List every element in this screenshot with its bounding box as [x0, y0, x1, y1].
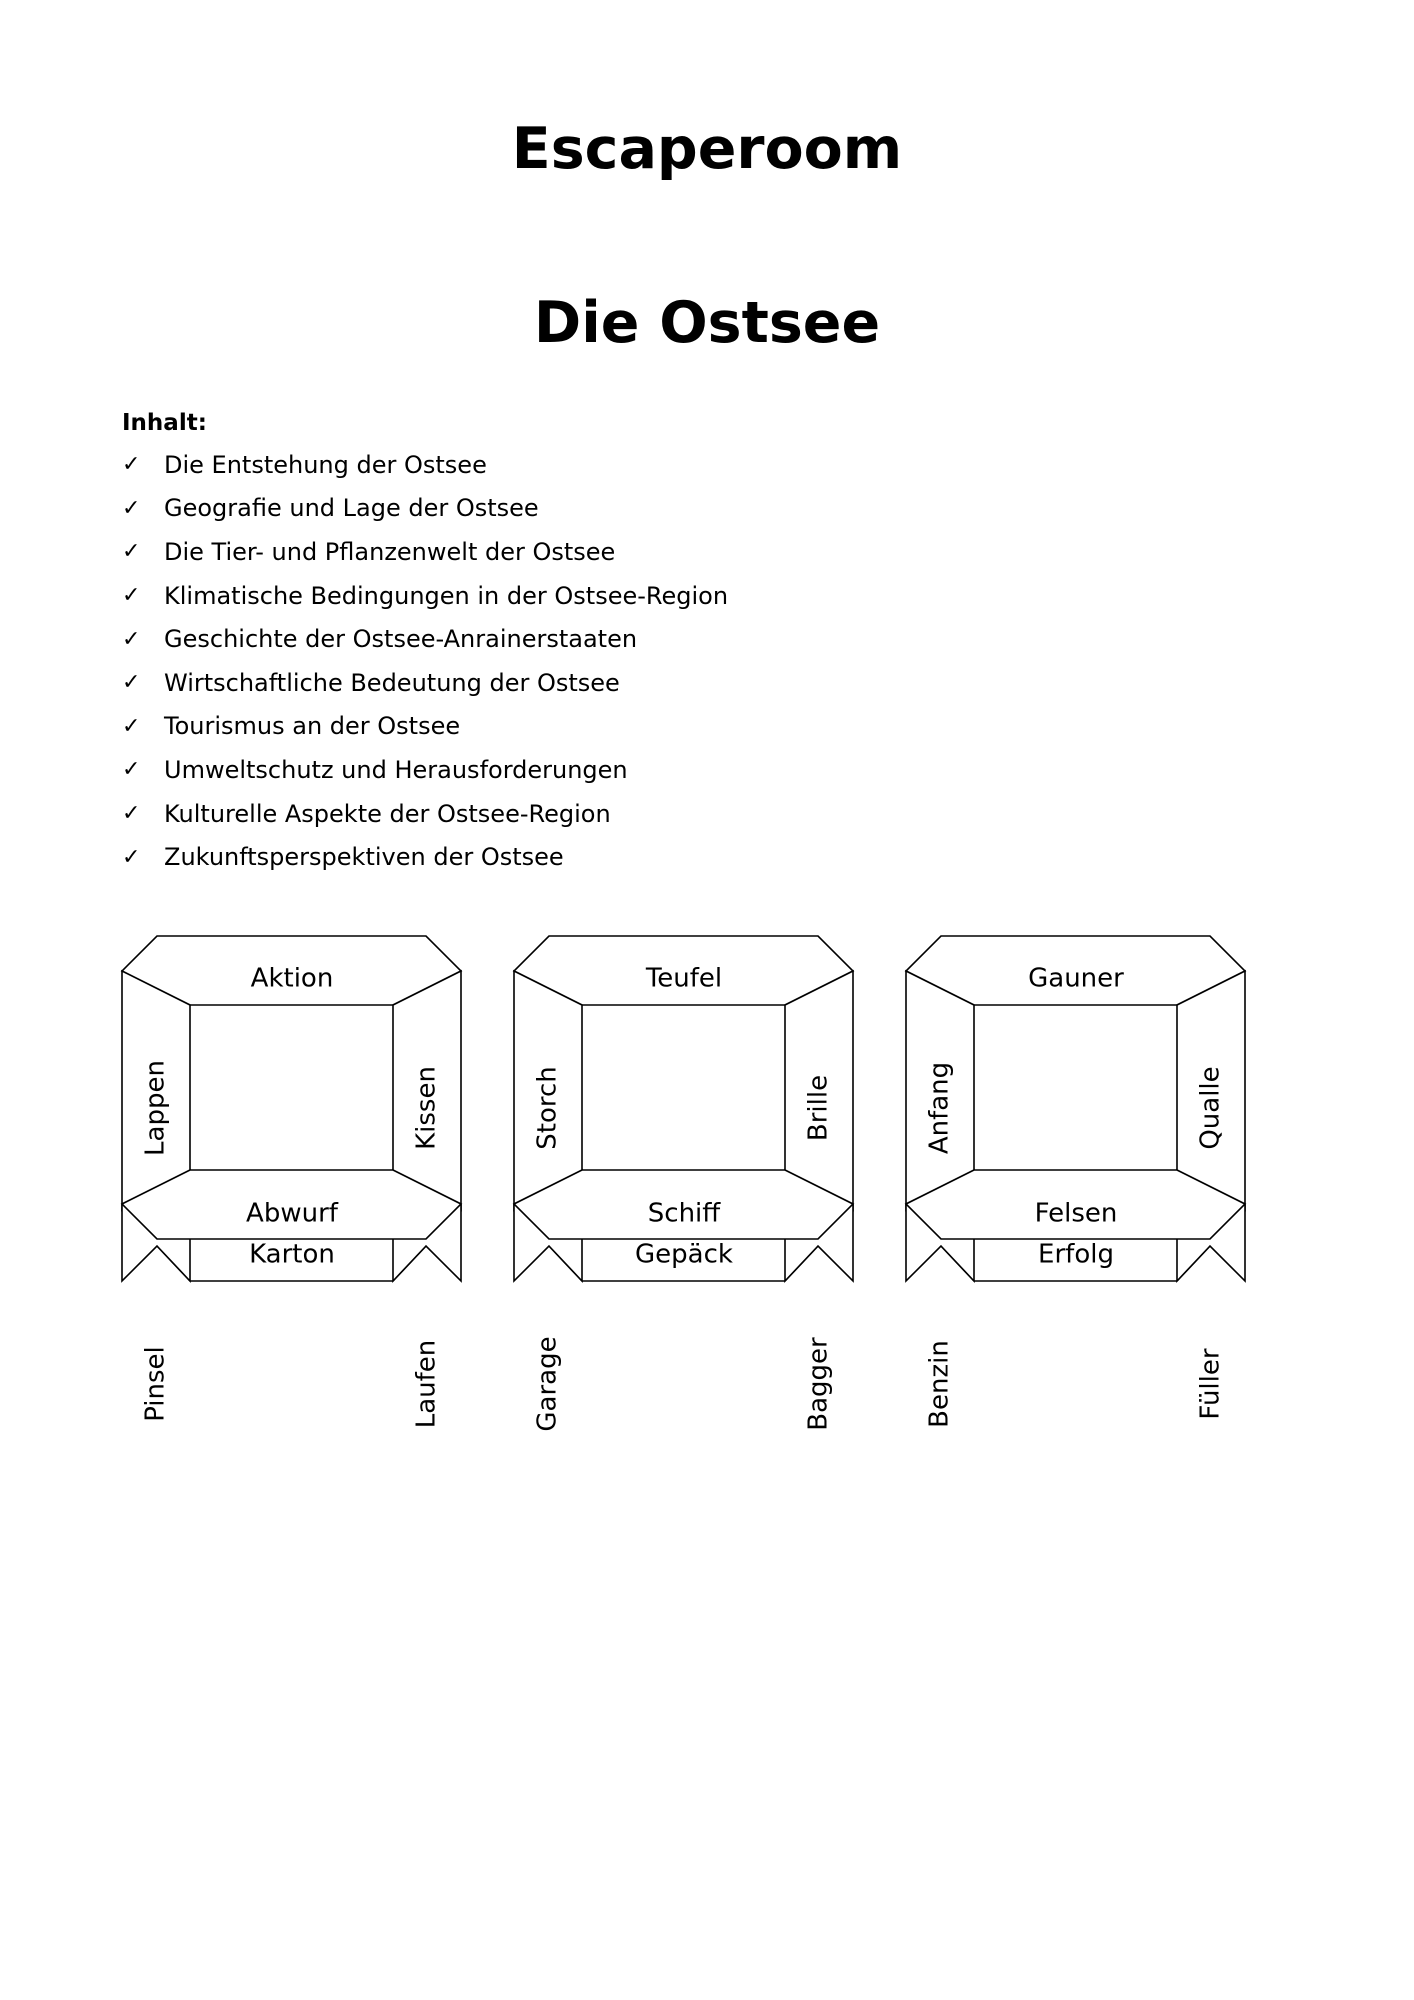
check-icon: ✓: [122, 757, 141, 783]
segment-label-upper-right: Brille: [803, 1074, 834, 1142]
contents-label: Inhalt:: [122, 410, 207, 436]
segment-label-top: Aktion: [250, 963, 334, 994]
segment-label-top: Teufel: [645, 963, 723, 994]
list-item-text: Zukunftsperspektiven der Ostsee: [164, 843, 564, 872]
segment-label-upper-right: Qualle: [1195, 1066, 1226, 1150]
list-item-text: Geografie und Lage der Ostsee: [164, 494, 539, 523]
check-icon: ✓: [122, 801, 141, 827]
segment-label-bottom: Schiff: [647, 1198, 721, 1229]
segment-label-bottom: Abwurf: [246, 1198, 338, 1229]
check-icon: ✓: [122, 539, 141, 565]
segment-label-upper-left: Anfang: [924, 1061, 955, 1155]
digit-figure: [906, 936, 1245, 1428]
page-title: Escaperoom: [511, 116, 903, 182]
check-icon: ✓: [122, 583, 141, 609]
list-item-text: Die Tier- und Pflanzenwelt der Ostsee: [164, 537, 616, 566]
check-icon: ✓: [122, 670, 141, 696]
segment-label-lower-left: Benzin: [924, 1340, 955, 1428]
segment-label-middle: Karton: [249, 1239, 335, 1270]
segment-label-middle: Erfolg: [1038, 1239, 1114, 1270]
check-icon: ✓: [122, 452, 141, 478]
check-icon: ✓: [122, 626, 141, 652]
list-item-text: Geschichte der Ostsee-Anrainerstaaten: [164, 625, 638, 654]
segment-label-middle: Gepäck: [635, 1239, 733, 1270]
segment-label-lower-right: Laufen: [411, 1339, 442, 1429]
segment-label-upper-right: Kissen: [411, 1066, 442, 1150]
segment-label-top: Gauner: [1028, 963, 1124, 994]
list-item-text: Umweltschutz und Herausforderungen: [164, 755, 628, 784]
list-item-text: Die Entstehung der Ostsee: [164, 450, 487, 479]
list-item-text: Kulturelle Aspekte der Ostsee-Region: [164, 799, 611, 828]
digit-figure: [122, 936, 461, 1428]
segment-label-lower-left: Pinsel: [140, 1346, 171, 1422]
list-item-text: Tourismus an der Ostsee: [164, 712, 461, 741]
segment-label-upper-left: Lappen: [140, 1060, 171, 1156]
check-icon: ✓: [122, 495, 141, 521]
segment-label-lower-left: Garage: [532, 1336, 563, 1432]
check-icon: ✓: [122, 844, 141, 870]
segment-label-upper-left: Storch: [532, 1066, 563, 1150]
segment-label-bottom: Felsen: [1034, 1198, 1118, 1229]
page-subtitle: Die Ostsee: [533, 290, 881, 356]
check-icon: ✓: [122, 713, 141, 739]
digit-figure: [514, 936, 853, 1432]
list-item-text: Klimatische Bedingungen in der Ostsee-Region: [164, 581, 729, 610]
list-item-text: Wirtschaftliche Bedeutung der Ostsee: [164, 668, 620, 697]
segment-label-lower-right: Bagger: [803, 1337, 834, 1431]
segment-label-lower-right: Füller: [1195, 1348, 1226, 1420]
